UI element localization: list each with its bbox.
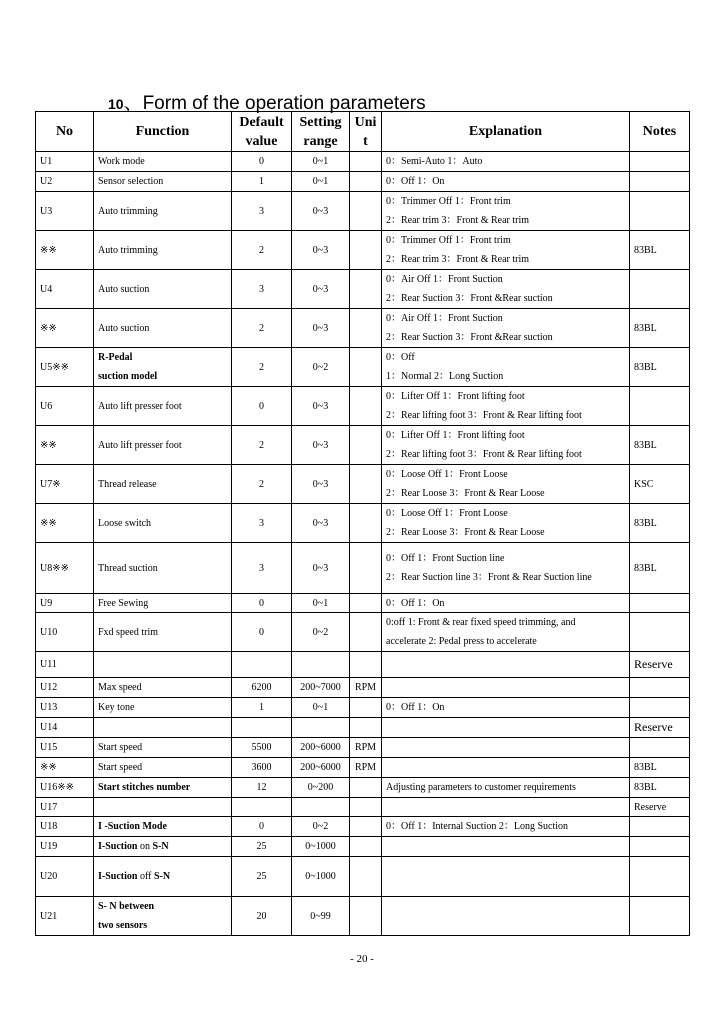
row-range: 0~3 bbox=[292, 231, 350, 270]
row-notes: 83BL bbox=[630, 309, 690, 348]
row-notes: 83BL bbox=[630, 758, 690, 778]
row-range: 0~2 bbox=[292, 817, 350, 837]
row-explanation: 0：Lifter Off 1：Front lifting foot 2：Rear lifting foot 3：Front & Rear lifting foot bbox=[382, 387, 630, 426]
row-default: 2 bbox=[232, 426, 292, 465]
table-row bbox=[36, 309, 690, 348]
table-row bbox=[36, 270, 690, 309]
row-explanation bbox=[382, 798, 630, 817]
row-default: 2 bbox=[232, 309, 292, 348]
row-explanation bbox=[382, 897, 630, 936]
row-explanation: 0：Off 1：On bbox=[382, 172, 630, 192]
row-explanation bbox=[382, 678, 630, 698]
row-unit bbox=[350, 465, 382, 504]
row-range: 0~200 bbox=[292, 778, 350, 798]
row-explanation: 0：Lifter Off 1：Front lifting foot 2：Rear lifting foot 3：Front & Rear lifting foot bbox=[382, 426, 630, 465]
row-range: 0~3 bbox=[292, 270, 350, 309]
row-no: ※※ bbox=[36, 231, 94, 270]
row-default: 0 bbox=[232, 594, 292, 613]
row-function: I-Suction off S-N bbox=[94, 857, 232, 897]
row-unit bbox=[350, 837, 382, 857]
table-row bbox=[36, 837, 690, 857]
row-function: Key tone bbox=[94, 698, 232, 718]
row-range: 0~3 bbox=[292, 465, 350, 504]
row-explanation bbox=[382, 758, 630, 778]
table-row bbox=[36, 817, 690, 837]
row-no: ※※ bbox=[36, 504, 94, 543]
table-row bbox=[36, 613, 690, 652]
row-function: Fxd speed trim bbox=[94, 613, 232, 652]
row-no: U3 bbox=[36, 192, 94, 231]
row-explanation bbox=[382, 837, 630, 857]
row-range: 200~6000 bbox=[292, 738, 350, 758]
row-no: U2 bbox=[36, 172, 94, 192]
page-number: - 20 - bbox=[350, 953, 374, 965]
row-default: 6200 bbox=[232, 678, 292, 698]
table-row bbox=[36, 738, 690, 758]
row-notes bbox=[630, 613, 690, 652]
row-default: 0 bbox=[232, 387, 292, 426]
header-no: No bbox=[36, 112, 94, 152]
row-explanation: 0：Off 1：On bbox=[382, 698, 630, 718]
row-unit: RPM bbox=[350, 678, 382, 698]
header-row bbox=[36, 112, 690, 152]
table-row bbox=[36, 778, 690, 798]
table-row bbox=[36, 652, 690, 678]
row-notes bbox=[630, 678, 690, 698]
row-no: ※※ bbox=[36, 758, 94, 778]
row-function: Start stitches number bbox=[94, 778, 232, 798]
row-notes: Reserve bbox=[630, 652, 690, 678]
row-notes bbox=[630, 698, 690, 718]
row-function: Thread suction bbox=[94, 543, 232, 594]
row-notes bbox=[630, 837, 690, 857]
row-notes bbox=[630, 897, 690, 936]
row-default: 2 bbox=[232, 231, 292, 270]
row-range: 0~1000 bbox=[292, 857, 350, 897]
table-row bbox=[36, 172, 690, 192]
row-unit: RPM bbox=[350, 758, 382, 778]
row-default: 3 bbox=[232, 504, 292, 543]
row-explanation: 0：Loose Off 1：Front Loose 2：Rear Loose 3：Front & Rear Loose bbox=[382, 465, 630, 504]
row-unit bbox=[350, 270, 382, 309]
row-default: 3600 bbox=[232, 758, 292, 778]
header-notes: Notes bbox=[630, 112, 690, 152]
row-range: 200~6000 bbox=[292, 758, 350, 778]
row-no: U6 bbox=[36, 387, 94, 426]
row-function: Auto suction bbox=[94, 309, 232, 348]
row-no: U7※ bbox=[36, 465, 94, 504]
row-no: U20 bbox=[36, 857, 94, 897]
row-function: Max speed bbox=[94, 678, 232, 698]
row-unit bbox=[350, 798, 382, 817]
row-unit bbox=[350, 698, 382, 718]
row-explanation bbox=[382, 738, 630, 758]
row-range: 0~1000 bbox=[292, 837, 350, 857]
row-unit bbox=[350, 897, 382, 936]
row-explanation: 0：Semi-Auto 1：Auto bbox=[382, 152, 630, 172]
row-no: U18 bbox=[36, 817, 94, 837]
row-notes: 83BL bbox=[630, 504, 690, 543]
row-default: 0 bbox=[232, 152, 292, 172]
row-range: 0~2 bbox=[292, 348, 350, 387]
table-row bbox=[36, 543, 690, 594]
row-explanation: 0：Off 1：Front Suction line 2：Rear Suction line 3：Front & Rear Suction line bbox=[382, 543, 630, 594]
table-row bbox=[36, 698, 690, 718]
row-notes bbox=[630, 192, 690, 231]
row-no: U15 bbox=[36, 738, 94, 758]
row-default bbox=[232, 718, 292, 738]
row-no: U16※※ bbox=[36, 778, 94, 798]
row-no: U19 bbox=[36, 837, 94, 857]
row-unit bbox=[350, 192, 382, 231]
row-no: U17 bbox=[36, 798, 94, 817]
row-notes bbox=[630, 817, 690, 837]
row-function: Thread release bbox=[94, 465, 232, 504]
row-default: 2 bbox=[232, 348, 292, 387]
header-setting-range: Setting range bbox=[292, 112, 350, 152]
row-default: 3 bbox=[232, 543, 292, 594]
row-default bbox=[232, 798, 292, 817]
header-function: Function bbox=[94, 112, 232, 152]
row-no: ※※ bbox=[36, 426, 94, 465]
row-function: Sensor selection bbox=[94, 172, 232, 192]
row-notes: 83BL bbox=[630, 543, 690, 594]
table-row bbox=[36, 348, 690, 387]
row-no: U12 bbox=[36, 678, 94, 698]
row-range: 0~3 bbox=[292, 504, 350, 543]
row-no: U11 bbox=[36, 652, 94, 678]
row-no: U8※※ bbox=[36, 543, 94, 594]
row-default: 5500 bbox=[232, 738, 292, 758]
row-range: 200~7000 bbox=[292, 678, 350, 698]
table-row bbox=[36, 897, 690, 936]
table-row bbox=[36, 504, 690, 543]
row-notes: KSC bbox=[630, 465, 690, 504]
row-range bbox=[292, 718, 350, 738]
row-notes bbox=[630, 594, 690, 613]
row-unit bbox=[350, 817, 382, 837]
row-default: 1 bbox=[232, 172, 292, 192]
header-unit: Uni t bbox=[350, 112, 382, 152]
table-row bbox=[36, 192, 690, 231]
row-no: U21 bbox=[36, 897, 94, 936]
row-function: Free Sewing bbox=[94, 594, 232, 613]
table-row bbox=[36, 594, 690, 613]
row-default: 1 bbox=[232, 698, 292, 718]
table-row bbox=[36, 465, 690, 504]
parameters-table bbox=[35, 111, 690, 936]
row-default: 12 bbox=[232, 778, 292, 798]
row-no: U9 bbox=[36, 594, 94, 613]
row-notes bbox=[630, 387, 690, 426]
row-notes: 83BL bbox=[630, 348, 690, 387]
row-no: U13 bbox=[36, 698, 94, 718]
row-function: Auto lift presser foot bbox=[94, 426, 232, 465]
row-default: 3 bbox=[232, 270, 292, 309]
row-unit bbox=[350, 387, 382, 426]
row-explanation: 0：Loose Off 1：Front Loose 2：Rear Loose 3：Front & Rear Loose bbox=[382, 504, 630, 543]
row-notes bbox=[630, 172, 690, 192]
row-default: 20 bbox=[232, 897, 292, 936]
row-range: 0~1 bbox=[292, 698, 350, 718]
row-function: I-Suction on S-N bbox=[94, 837, 232, 857]
table-row bbox=[36, 678, 690, 698]
row-default: 0 bbox=[232, 817, 292, 837]
row-unit bbox=[350, 309, 382, 348]
row-unit bbox=[350, 652, 382, 678]
row-default: 3 bbox=[232, 192, 292, 231]
table-row bbox=[36, 426, 690, 465]
row-function: Auto trimming bbox=[94, 192, 232, 231]
row-no: U14 bbox=[36, 718, 94, 738]
row-default: 25 bbox=[232, 837, 292, 857]
row-explanation: 0：Off 1：Normal 2：Long Suction bbox=[382, 348, 630, 387]
row-default bbox=[232, 652, 292, 678]
section-title-text: 、Form of the operation parameters bbox=[123, 93, 426, 114]
row-range: 0~1 bbox=[292, 152, 350, 172]
row-unit bbox=[350, 857, 382, 897]
table-row bbox=[36, 231, 690, 270]
row-function: Start speed bbox=[94, 758, 232, 778]
section-number: 10 bbox=[108, 96, 124, 112]
row-function: Auto suction bbox=[94, 270, 232, 309]
row-unit bbox=[350, 594, 382, 613]
table-row bbox=[36, 387, 690, 426]
row-default: 2 bbox=[232, 465, 292, 504]
header-default: Default value bbox=[232, 112, 292, 152]
row-range: 0~2 bbox=[292, 613, 350, 652]
row-notes bbox=[630, 152, 690, 172]
row-range bbox=[292, 652, 350, 678]
row-unit bbox=[350, 172, 382, 192]
row-explanation: 0：Off 1：On bbox=[382, 594, 630, 613]
row-default: 0 bbox=[232, 613, 292, 652]
row-no: U1 bbox=[36, 152, 94, 172]
row-range: 0~99 bbox=[292, 897, 350, 936]
row-unit bbox=[350, 426, 382, 465]
row-explanation: 0：Air Off 1：Front Suction 2：Rear Suction 3：Front &Rear suction bbox=[382, 309, 630, 348]
row-range: 0~3 bbox=[292, 543, 350, 594]
row-unit bbox=[350, 718, 382, 738]
row-range: 0~3 bbox=[292, 426, 350, 465]
row-explanation: Adjusting parameters to customer requirements bbox=[382, 778, 630, 798]
row-notes: Reserve bbox=[630, 798, 690, 817]
row-function: I -Suction Mode bbox=[94, 817, 232, 837]
row-explanation: 0：Off 1：Internal Suction 2：Long Suction bbox=[382, 817, 630, 837]
header-explanation: Explanation bbox=[382, 112, 630, 152]
row-explanation bbox=[382, 652, 630, 678]
row-function: S- N between two sensors bbox=[94, 897, 232, 936]
table-row bbox=[36, 758, 690, 778]
row-notes: 83BL bbox=[630, 231, 690, 270]
row-unit bbox=[350, 348, 382, 387]
row-range: 0~3 bbox=[292, 192, 350, 231]
row-unit: RPM bbox=[350, 738, 382, 758]
row-function: Auto trimming bbox=[94, 231, 232, 270]
row-unit bbox=[350, 504, 382, 543]
row-function bbox=[94, 652, 232, 678]
row-range: 0~1 bbox=[292, 172, 350, 192]
row-unit bbox=[350, 543, 382, 594]
row-explanation: 0：Air Off 1：Front Suction 2：Rear Suction 3：Front &Rear suction bbox=[382, 270, 630, 309]
row-unit bbox=[350, 613, 382, 652]
row-default: 25 bbox=[232, 857, 292, 897]
row-function bbox=[94, 798, 232, 817]
row-explanation bbox=[382, 718, 630, 738]
row-no: ※※ bbox=[36, 309, 94, 348]
row-range: 0~3 bbox=[292, 309, 350, 348]
row-range bbox=[292, 798, 350, 817]
row-function: Auto lift presser foot bbox=[94, 387, 232, 426]
table-row bbox=[36, 718, 690, 738]
row-notes: Reserve bbox=[630, 718, 690, 738]
row-function: Loose switch bbox=[94, 504, 232, 543]
row-explanation: 0:off 1: Front & rear fixed speed trimming, and accelerate 2: Pedal press to accelerate bbox=[382, 613, 630, 652]
row-function bbox=[94, 718, 232, 738]
row-explanation: 0：Trimmer Off 1：Front trim 2：Rear trim 3：Front & Rear trim bbox=[382, 231, 630, 270]
row-explanation bbox=[382, 857, 630, 897]
row-range: 0~1 bbox=[292, 594, 350, 613]
table-row bbox=[36, 798, 690, 817]
row-explanation: 0：Trimmer Off 1：Front trim 2：Rear trim 3：Front & Rear trim bbox=[382, 192, 630, 231]
row-notes bbox=[630, 270, 690, 309]
row-no: U10 bbox=[36, 613, 94, 652]
row-no: U4 bbox=[36, 270, 94, 309]
table-row bbox=[36, 152, 690, 172]
row-function: R-Pedal suction model bbox=[94, 348, 232, 387]
row-notes bbox=[630, 738, 690, 758]
row-notes: 83BL bbox=[630, 778, 690, 798]
row-function: Start speed bbox=[94, 738, 232, 758]
row-unit bbox=[350, 152, 382, 172]
row-notes: 83BL bbox=[630, 426, 690, 465]
row-unit bbox=[350, 231, 382, 270]
row-unit bbox=[350, 778, 382, 798]
row-function: Work mode bbox=[94, 152, 232, 172]
row-notes bbox=[630, 857, 690, 897]
row-range: 0~3 bbox=[292, 387, 350, 426]
table-row bbox=[36, 857, 690, 897]
row-no: U5※※ bbox=[36, 348, 94, 387]
